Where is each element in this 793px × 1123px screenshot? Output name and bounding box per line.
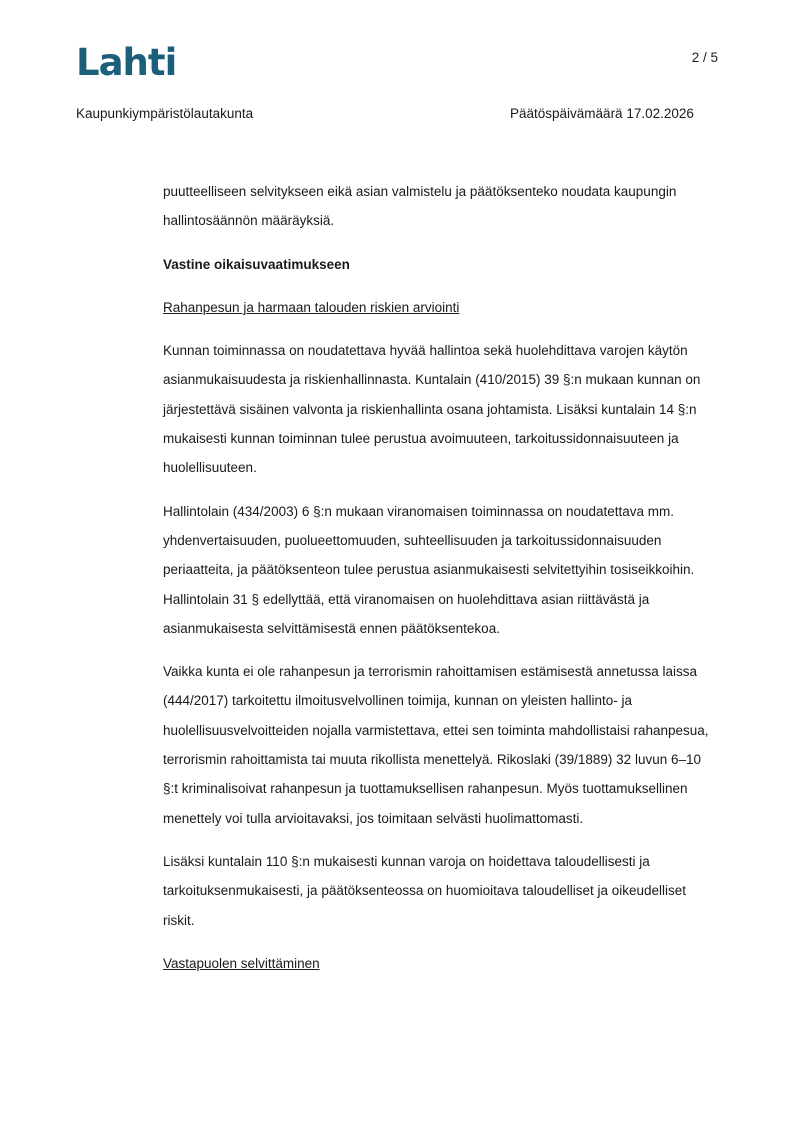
- decision-date: Päätöspäivämäärä 17.02.2026: [510, 106, 694, 121]
- section-heading: Vastine oikaisuvaatimukseen: [163, 256, 350, 272]
- page-number: 2 / 5: [691, 50, 718, 65]
- paragraph-continuation: puutteelliseen selvitykseen eikä asian valmistelu ja päätöksenteko noudata kaupungin hallintosäännön määräyksiä.: [163, 184, 677, 229]
- paragraph: Lisäksi kuntalain 110 §:n mukaisesti kunnan varoja on hoidettava taloudellisesti ja tarkoituksenmukaisesti, ja päätöksenteossa on huomioitava taloudelliset ja oikeudelliset riskit.: [163, 853, 687, 928]
- paragraph: Vaikka kunta ei ole rahanpesun ja terrorismin rahoittamisen estämisestä annetussa laissa (444/2017) tarkoitettu ilmoitusvelvollinen toimija, kunnan on yleisten hallinto- ja huolellisuusvelvoitteiden nojalla varmistettava, ettei sen toiminta mahdollistaisi rahanpesua, terrorismin rahoittamista tai muuta rikollista menettelyä. Rikoslaki (39/1889) 32 luvun 6–10 §:t kriminalisoivat rahanpesun ja tuottamuksellisen rahanpesun. Myös tuottamuksellinen menettely voi tulla arvioitavaksi, jos toimitaan selvästi huolimattomasti.: [163, 664, 709, 826]
- subsection-heading: Vastapuolen selvittäminen: [163, 955, 320, 971]
- paragraph: Kunnan toiminnassa on noudatettava hyvää hallintoa sekä huolehdittava varojen käytön asianmukaisuudesta ja riskienhallinnasta. Kuntalain (410/2015) 39 §:n mukaan kunnan on järjestettävä sisäinen valvonta ja riskienhallinta osana johtamista. Lisäksi kuntalain 14 §:n mukaisesti kunnan toiminnan tulee perustua avoimuuteen, tarkoitussidonnaisuuteen ja huolellisuuteen.: [163, 343, 701, 476]
- board-name: Kaupunkiympäristölautakunta: [76, 106, 254, 121]
- subsection-heading: Rahanpesun ja harmaan talouden riskien arviointi: [163, 299, 460, 315]
- document-body: [163, 177, 718, 992]
- paragraph: Hallintolain (434/2003) 6 §:n mukaan viranomaisen toiminnassa on noudatettava mm. yhdenvertaisuuden, puolueettomuuden, suhteellisuuden ja tarkoitussidonnaisuuden periaatteita, ja päätöksenteon tulee perustua asianmukaisesti selvitettyihin tosiseikkoihin. Hallintolain 31 § edellyttää, että viranomaisen on huolehdittava asian riittävästä ja asianmukaisesta selvittämisestä ennen päätöksentekoa.: [163, 503, 695, 636]
- lahti-logo: Lahti: [76, 41, 177, 84]
